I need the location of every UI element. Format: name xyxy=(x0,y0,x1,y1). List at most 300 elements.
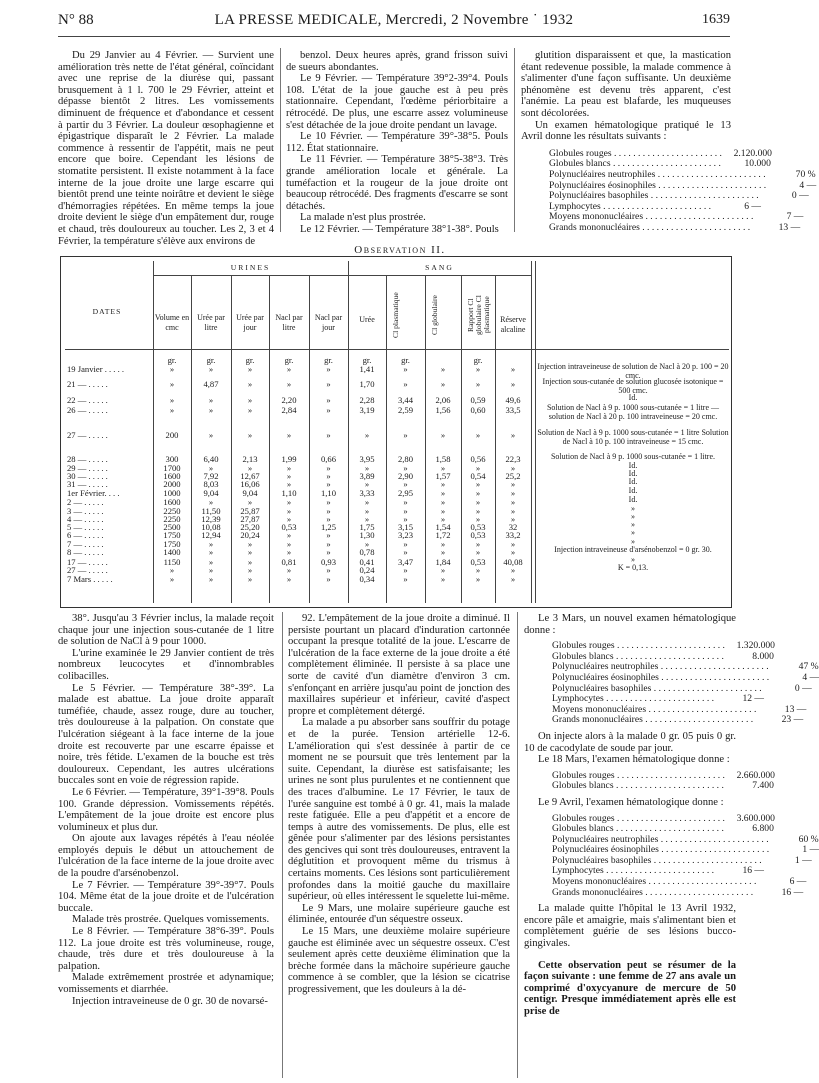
table-cell: 16,06 xyxy=(240,479,260,489)
lab-value: 7.400 xyxy=(752,780,774,792)
table-cell: » xyxy=(510,479,516,489)
paragraph: Un examen hématologique pratiqué le 13 Avril donne les résultats suivants : xyxy=(521,119,731,143)
table-row-remark: » xyxy=(631,537,635,546)
table-cell: » xyxy=(440,488,446,498)
table-cell: 0,54 xyxy=(470,471,486,481)
paragraph: benzol. Deux heures après, grand frisson suivi de sueurs abondantes. xyxy=(286,50,508,73)
table-cell: 1600 xyxy=(163,497,181,507)
table-cell: 20,24 xyxy=(240,530,260,540)
table-cell: » xyxy=(286,497,292,507)
table-cell: » xyxy=(475,430,481,440)
table-cell: » xyxy=(247,574,253,584)
table-cell: 2000 xyxy=(163,479,181,489)
hematology-results-3 xyxy=(524,769,775,792)
table-row-remark: Id. xyxy=(628,461,638,470)
table-cell: » xyxy=(364,430,370,440)
table-cell: » xyxy=(403,430,408,440)
table-cell: » xyxy=(208,430,214,440)
paragraph: Le 7 Février. — Température 39°-39°7. Pouls 104. Même état de la joue droite et de l'ulcération buccale. xyxy=(58,879,274,914)
table-cell: » xyxy=(247,395,253,405)
table-cell: » xyxy=(169,574,175,584)
lab-name: Lymphocytes . . . . . . . . . . . . . . . . . . . . . . . xyxy=(552,693,715,705)
column-divider xyxy=(280,48,281,232)
table-cell: » xyxy=(475,488,481,498)
table-cell: 0,34 xyxy=(359,574,375,584)
lab-value: 16 — xyxy=(742,865,765,877)
table-cell: 4,87 xyxy=(203,379,219,389)
table-cell: » xyxy=(403,364,408,374)
table-cell: » xyxy=(247,463,253,473)
table-row-date: 1er Février. . . . xyxy=(67,488,120,498)
lab-name: Globules rouges . . . . . . . . . . . . . . . . . . . . . . . xyxy=(552,812,725,824)
paragraph: Le 10 Février. — Température 39°-38°5. Pouls 112. État stationnaire. xyxy=(286,131,508,154)
lab-value: 70 % xyxy=(795,168,816,180)
top-column-2 xyxy=(286,50,508,235)
table-cell: » xyxy=(475,463,481,473)
paragraph: Du 29 Janvier au 4 Février. — Survient une amélioration très nette de l'état général, coïncidant avec une reprise de la diurèse qui, passant brusquement à 1 l. 700 le 29 Février, atteint et dépasse bientôt 2 litres. Les vomissements diminuent de fréquence et d'abondance et cessent à partir du 3 Février. La douleur œsophagienne et épigastrique disparaît le 2 Février. La malade commence à ressentir de l'appétit, mais ne peut encore que boire. Cependant les lésions de stomatite persistent. Il existe notamment à la face interne de la joue droite une large escarre qui bientôt prend une teinte noirâtre et devient le siège d'hémorragies répétées. En même temps la joue droite devient le siège d'un empâtement dur, rouge et chaud, très douloureux au toucher. Les 2, 3 et 4 Février, la température s'élève aux environs de xyxy=(58,50,274,247)
table-cell: » xyxy=(247,405,253,415)
table-cell: 2250 xyxy=(163,514,181,524)
table-cell: » xyxy=(510,488,516,498)
table-cell: » xyxy=(326,471,331,481)
lab-name: Moyens mononucléaires . . . . . . . . . . . . . . . . . . . . . . . xyxy=(549,211,754,223)
table-cell: 25,20 xyxy=(240,522,260,532)
lab-value: 0 — xyxy=(794,682,812,694)
paragraph: 38°. Jusqu'au 3 Février inclus, la malade reçoit chaque jour une injection sous-cutanée de 1 litre de solution de NaCl à 9 pour 1000. xyxy=(58,613,274,648)
table-cell: 8,03 xyxy=(203,479,219,489)
table-cell: » xyxy=(169,379,175,389)
table-cell: 0,53 xyxy=(281,522,297,532)
paragraph: Malade extrêmement prostrée et adynamique; vomissements et diarrhée. xyxy=(58,972,274,995)
table-row-date: 31 — . . . . . xyxy=(67,479,108,489)
paragraph: Injection intraveineuse de 0 gr. 30 de novarsé- xyxy=(72,995,268,1007)
table-cell: 49,6 xyxy=(505,395,521,405)
table-row-remark: Id. xyxy=(628,477,638,486)
lab-name: Globules blancs . . . . . . . . . . . . . . . . . . . . . . . xyxy=(552,650,724,662)
table-cell: » xyxy=(510,364,516,374)
table-cell: 11,50 xyxy=(201,506,221,516)
lab-value: 0 — xyxy=(791,190,809,202)
urine-column-header: Nacl par litre xyxy=(275,313,303,332)
bottom-column-2 xyxy=(288,613,510,1083)
paragraph: Le 8 Février. — Température 38°6-39°. Pouls 112. La joue droite est très volumineuse, rouge, chaude, très dure et très douloureuse à la palpation. xyxy=(58,926,274,972)
lab-name: Globules rouges . . . . . . . . . . . . . . . . . . . . . . . xyxy=(552,769,725,781)
table-cell: 0,24 xyxy=(359,565,375,575)
table-cell: » xyxy=(286,479,292,489)
lab-name: Globules blancs . . . . . . . . . . . . . . . . . . . . . . . xyxy=(552,780,724,792)
table-row-remark: Injection intraveineuse de solution de Nacl à 20 p. 100 = 20 cmc. xyxy=(537,362,729,380)
table-cell: » xyxy=(286,565,292,575)
table-cell: 0,53 xyxy=(470,522,486,532)
table-cell: 1,58 xyxy=(435,454,451,464)
table-row-date: 28 — . . . . . xyxy=(67,454,108,464)
paragraph: Le 12 Février. — Température 38°1-38°. Pouls xyxy=(300,223,499,235)
table-cell: 1,10 xyxy=(320,488,337,498)
lab-name: Polynucléaires éosinophiles . . . . . . . . . . . . . . . . . . . . . . . xyxy=(552,671,770,683)
table-cell: 1750 xyxy=(163,539,181,549)
table-cell: 0,56 xyxy=(470,454,486,464)
table-cell: » xyxy=(475,364,481,374)
unit-label: gr. xyxy=(362,355,372,365)
table-cell: » xyxy=(208,565,214,575)
lab-value: 10.000 xyxy=(744,158,771,170)
table-cell: » xyxy=(326,364,331,374)
table-cell: 0,81 xyxy=(281,557,297,567)
table-cell: 33,5 xyxy=(505,405,521,415)
table-cell: » xyxy=(286,547,292,557)
lab-row xyxy=(524,671,819,684)
table-row-date: 2 — . . . . . xyxy=(67,497,104,507)
table-cell: » xyxy=(440,497,446,507)
lab-value: 7 — xyxy=(786,211,804,223)
table-cell: » xyxy=(326,539,331,549)
top-column-3 xyxy=(521,50,817,233)
table-row-remark: » xyxy=(631,512,635,521)
table-row-date: 29 — . . . . . xyxy=(67,463,108,473)
table-cell: 2,95 xyxy=(397,488,414,498)
table-cell: » xyxy=(510,547,516,557)
table-cell: 1,72 xyxy=(435,530,451,540)
table-row-date: 21 — . . . . . xyxy=(67,379,108,389)
table-row-date: 26 — . . . . . xyxy=(67,405,108,415)
table-cell: » xyxy=(286,530,292,540)
bottom-column-3 xyxy=(524,613,819,1083)
table-cell: » xyxy=(326,574,331,584)
lab-value: 2.120.000 xyxy=(733,147,772,159)
urines-header: URINES xyxy=(230,263,271,272)
table-row-date: 27 — . . . . . xyxy=(67,430,108,440)
table-cell: 200 xyxy=(165,430,179,440)
table-cell: » xyxy=(208,395,214,405)
lab-name: Polynucléaires basophiles . . . . . . . . . . . . . . . . . . . . . . . xyxy=(552,682,762,694)
observation-table xyxy=(60,256,732,608)
table-row-remark: Id. xyxy=(628,495,638,504)
table-row-remark: Injection intraveineuse d'arsénobenzol = 0 gr. 30. xyxy=(554,545,712,554)
observation-title: Observation II. xyxy=(354,244,446,256)
table-cell: 1,10 xyxy=(281,488,297,498)
table-cell: 9,04 xyxy=(242,488,258,498)
table-cell: 1,84 xyxy=(435,557,451,567)
table-vertical-rule xyxy=(535,261,536,603)
table-cell: » xyxy=(208,557,214,567)
table-header-rule xyxy=(65,349,729,350)
lab-value: 6 — xyxy=(789,876,807,888)
table-cell: » xyxy=(440,364,446,374)
lab-row xyxy=(521,168,816,181)
paragraph: Le 5 Février. — Température 38°-39°. La malade est abattue. La joue droite apparaît tuméfiée, chaude, assez rouge, dure au toucher, très douloureuse à la palpation. On constate que l'ulcération siégeant à la face interne de la joue droite est recouverte par une escarre épaisse et noire, très fétide. L'examen de la bouche est très douloureux. Cependant, les autres ulcérations buccales sont en voie de régression rapide. xyxy=(58,682,274,787)
hematology-results-2 xyxy=(524,640,819,726)
page-header xyxy=(58,12,730,32)
paragraph: 92. L'empâtement de la joue droite a diminué. Il persiste pourtant un placard d'induration cartonnée occupant la presque totalité de la joue. L'escarre de l'ulcération de la face externe de la joue droite a été complètement éliminée. Il persiste à sa place une sorte de cavité d'un diamètre d'environ 3 cm. s'enfonçant en arrière jusqu'au point de jonction des maxillaires supérieur et inférieur, cavité d'aspect propre et complètement détergé. xyxy=(288,613,510,717)
table-cell: » xyxy=(247,557,253,567)
table-cell: » xyxy=(169,405,175,415)
paragraph: On ajoute aux lavages répétés à l'eau néolée employés depuis le début un attouchement de l'ulcération de la face interne de la joue droite avec de la poudre d'arsénobenzol. xyxy=(58,833,274,880)
blood-column-header: Cl globulaire xyxy=(430,295,439,335)
lab-value: 13 — xyxy=(778,221,801,233)
paragraph: On injecte alors à la malade 0 gr. 05 puis 0 gr. 10 de cacodylate de soude par jour. xyxy=(524,730,736,754)
table-cell: » xyxy=(364,506,370,516)
table-cell: » xyxy=(475,565,481,575)
table-row-date: 27 — . . . . . xyxy=(67,565,108,575)
table-cell: » xyxy=(286,471,292,481)
lab-name: Globules rouges . . . . . . . . . . . . . . . . . . . . . . . xyxy=(552,640,725,652)
paragraph: Le 18 Mars, l'examen hématologique donne : xyxy=(538,754,730,766)
table-cell: 12,94 xyxy=(201,530,221,540)
table-cell: » xyxy=(403,574,408,584)
unit-label: gr. xyxy=(284,355,294,365)
table-cell: 1,75 xyxy=(359,522,375,532)
paragraph: Le 6 Février. — Température, 39°1-39°8. Pouls 100. Grande dépression. Vomissements répétés. L'empâtement de la joue droite est encore plus volumineux et plus dur. xyxy=(58,786,274,833)
table-cell: » xyxy=(364,463,370,473)
table-cell: 25,2 xyxy=(505,471,521,481)
lab-value: 4 — xyxy=(799,179,817,191)
lab-value: 1.320.000 xyxy=(736,640,775,652)
hematology-results-4 xyxy=(524,812,819,899)
table-row-date: 7 Mars . . . . . xyxy=(67,574,113,584)
paragraph: Le 9 Avril, l'examen hématologique donne : xyxy=(538,796,724,808)
table-cell: » xyxy=(510,565,516,575)
paragraph: La malade quitte l'hôpital le 13 Avril 1932, encore pâle et amaigrie, mais s'alimentant bien et complètement guérie de ses lésions bucco-gingivales. xyxy=(524,903,736,950)
table-cell: » xyxy=(208,497,214,507)
table-cell: » xyxy=(208,574,214,584)
table-cell: 7,92 xyxy=(203,471,219,481)
table-cell: 3,33 xyxy=(359,488,375,498)
table-cell: » xyxy=(286,574,292,584)
table-cell: » xyxy=(510,574,516,584)
table-row-remark: Id. xyxy=(628,469,638,478)
table-cell: 6,40 xyxy=(203,454,219,464)
table-cell: » xyxy=(440,506,446,516)
top-column-1 xyxy=(58,50,274,247)
table-cell: 40,08 xyxy=(503,557,523,567)
lab-name: Globules blancs . . . . . . . . . . . . . . . . . . . . . . . xyxy=(549,158,721,170)
table-cell: 3,89 xyxy=(359,471,375,481)
table-cell: » xyxy=(286,463,292,473)
lab-value: 1 — xyxy=(802,844,819,856)
table-row-remark: Id. xyxy=(628,393,638,402)
table-cell: 1,25 xyxy=(320,522,337,532)
table-cell: » xyxy=(475,479,481,489)
lab-name: Polynucléaires neutrophiles . . . . . . . . . . . . . . . . . . . . . . . xyxy=(552,833,769,845)
unit-label: gr. xyxy=(206,355,216,365)
paragraph: Malade très prostrée. Quelques vomissements. xyxy=(72,914,270,926)
table-cell: 1,41 xyxy=(359,364,375,374)
table-cell: » xyxy=(475,539,481,549)
table-cell: » xyxy=(326,395,331,405)
table-cell: 9,04 xyxy=(203,488,219,498)
table-cell: 3,47 xyxy=(397,557,414,567)
blood-column-header: Urée xyxy=(359,315,375,324)
table-cell: » xyxy=(403,463,408,473)
table-cell: 3,23 xyxy=(397,530,414,540)
table-row-date: 7 — . . . . . xyxy=(67,539,104,549)
table-cell: 2,06 xyxy=(435,395,451,405)
table-cell: » xyxy=(364,539,370,549)
table-cell: » xyxy=(326,514,331,524)
table-cell: » xyxy=(169,395,175,405)
table-cell: » xyxy=(440,547,446,557)
table-cell: 12,39 xyxy=(201,514,221,524)
paragraph: La malade a pu absorber sans souffrir du potage et de la purée. Tension artérielle 12-6. L'amélioration qui s'est dessinée à partir de ce moment ne se poursuit que très lentement par la suite. Cependant, la diurèse est satisfaisante; les urines ne sont plus purulentes et ne contiennent que des traces d'albumine. Le 17 Février, le taux de l'urée sanguine est tombé à 0 gr. 41, mais la malade reste fatiguée. Elle a peu d'appétit et a encore de temps à autre des vomissements. De plus, elle est gênée pour s'alimenter par des lésions persistantes des gencives qui sont très douloureuses, entravent la déglutition et provoquent même du trismus à certains moments. Ces lésions sont particulièrement profondes dans la moitié gauche du maxillaire supérieur, où elles intéressent le squelette lui-même. xyxy=(288,717,510,903)
table-cell: » xyxy=(326,379,331,389)
table-row-date: 30 — . . . . . xyxy=(67,471,108,481)
lab-name: Moyens mononucléaires . . . . . . . . . . . . . . . . . . . . . . . xyxy=(552,703,757,715)
table-cell: 0,53 xyxy=(470,530,486,540)
table-cell: » xyxy=(403,379,408,389)
table-cell: 1600 xyxy=(163,471,181,481)
table-row-date: 17 — . . . . . xyxy=(67,557,108,567)
table-cell: » xyxy=(475,506,481,516)
table-cell: 1,70 xyxy=(359,379,375,389)
lab-value: 13 — xyxy=(784,703,807,715)
lab-name: Lymphocytes . . . . . . . . . . . . . . . . . . . . . . . xyxy=(552,865,715,877)
table-cell: » xyxy=(326,547,331,557)
table-cell: 0,59 xyxy=(470,395,486,405)
table-cell: » xyxy=(440,479,446,489)
table-cell: » xyxy=(510,514,516,524)
table-cell: » xyxy=(364,497,370,507)
column-divider xyxy=(282,612,283,1078)
unit-label: gr. xyxy=(473,355,483,365)
table-row-date: 22 — . . . . . xyxy=(67,395,108,405)
column-divider xyxy=(517,612,518,1078)
table-cell: » xyxy=(286,430,292,440)
table-cell: » xyxy=(403,479,408,489)
table-cell: 1,30 xyxy=(359,530,375,540)
lab-name: Polynucléaires basophiles . . . . . . . . . . . . . . . . . . . . . . . xyxy=(552,854,762,866)
table-cell: 0,78 xyxy=(359,547,375,557)
lab-name: Moyens mononucléaires . . . . . . . . . . . . . . . . . . . . . . . xyxy=(552,876,757,888)
table-cell: » xyxy=(510,430,516,440)
sang-header: SANG xyxy=(425,263,454,272)
table-cell: 1700 xyxy=(163,463,181,473)
journal-title: LA PRESSE MEDICALE, Mercredi, 2 Novembre ˙ 1932 xyxy=(214,12,574,28)
table-cell: 2,84 xyxy=(281,405,297,415)
table-header-rule xyxy=(153,275,531,276)
paragraph: Le 3 Mars, un nouvel examen hématologique donne : xyxy=(524,613,736,636)
table-cell: 0,41 xyxy=(359,557,375,567)
table-cell: » xyxy=(247,379,253,389)
table-cell: 32 xyxy=(508,522,518,532)
table-cell: » xyxy=(247,430,253,440)
table-cell: 1,56 xyxy=(435,405,451,415)
table-cell: » xyxy=(440,430,446,440)
table-cell: » xyxy=(326,530,331,540)
paragraph: Le 15 Mars, une deuxième molaire supérieure gauche est éliminée avec un séquestre osseux. C'est seulement après cette deuxième élimination que la brèche formée dans la mâchoire supérieure gauche commence à se combler, que la lésion se cicatrise progressivement, que les douleurs à la dé- xyxy=(288,926,510,995)
blood-column-header: Réserve alcaline xyxy=(500,315,526,334)
header-rule xyxy=(58,36,730,37)
summary-paragraph: Cette observation peut se résumer de la façon suivante : une femme de 27 ans avale un comprimé d'oxycyanure de mercure de 50 centigr. Presque immédiatement après elle est prise de xyxy=(524,959,736,1017)
table-cell: » xyxy=(247,547,253,557)
unit-label: gr. xyxy=(245,355,255,365)
urine-column-header: Urée par jour xyxy=(236,313,264,332)
table-row-remark: » xyxy=(631,520,635,529)
lab-value: 1 — xyxy=(794,854,812,866)
table-row-date: 4 — . . . . . xyxy=(67,514,104,524)
table-cell: 0,53 xyxy=(470,557,486,567)
table-cell: » xyxy=(440,539,446,549)
table-row-date: 3 — . . . . . xyxy=(67,506,104,516)
table-cell: 2,13 xyxy=(242,454,258,464)
table-cell: » xyxy=(208,364,214,374)
table-cell: 1150 xyxy=(163,557,181,567)
table-cell: » xyxy=(403,539,408,549)
unit-label: gr. xyxy=(167,355,177,365)
paragraph: La malade n'est plus prostrée. xyxy=(300,212,426,224)
lab-value: 6 — xyxy=(744,200,762,212)
table-cell: 1,57 xyxy=(435,471,451,481)
table-row-remark: » xyxy=(631,555,635,564)
table-cell: » xyxy=(510,506,516,516)
lab-name: Grands mononucléaires . . . . . . . . . . . . . . . . . . . . . . . xyxy=(552,886,754,898)
table-cell: » xyxy=(403,506,408,516)
lab-name: Polynucléaires éosinophiles . . . . . . . . . . . . . . . . . . . . . . . xyxy=(552,844,770,856)
table-cell: » xyxy=(169,364,175,374)
hematology-results-1 xyxy=(521,147,817,234)
lab-name: Polynucléaires basophiles . . . . . . . . . . . . . . . . . . . . . . . xyxy=(549,190,759,202)
table-cell: 3,44 xyxy=(397,395,414,405)
table-cell: » xyxy=(326,506,331,516)
table-row-date: 19 Janvier . . . . . xyxy=(67,364,125,374)
lab-name: Polynucléaires neutrophiles . . . . . . . . . . . . . . . . . . . . . . . xyxy=(549,168,766,180)
table-cell: 1000 xyxy=(163,488,181,498)
table-row-date: 5 — . . . . . xyxy=(67,522,104,532)
table-cell: » xyxy=(440,379,446,389)
urine-column-header: Nacl par jour xyxy=(314,313,343,332)
table-row-date: 8 — . . . . . xyxy=(67,547,104,557)
lab-name: Grands mononucléaires . . . . . . . . . . . . . . . . . . . . . . . xyxy=(549,221,751,233)
table-cell: » xyxy=(208,547,214,557)
urine-column-header: Urée par litre xyxy=(197,313,225,332)
unit-label: gr. xyxy=(401,355,410,365)
table-row-remark: K = 0,13. xyxy=(617,563,649,572)
table-cell: » xyxy=(510,539,516,549)
blood-column-header: Cl plasmatique xyxy=(391,292,400,338)
table-cell: » xyxy=(208,405,214,415)
table-cell: 1,99 xyxy=(281,454,297,464)
lab-value: 4 — xyxy=(802,671,819,683)
table-cell: » xyxy=(475,379,481,389)
urine-column-header: Volume en cmc xyxy=(154,313,190,332)
table-cell: 0,66 xyxy=(320,454,337,464)
blood-column-header: Rapport Cl globulaire Cl plasmatique xyxy=(466,295,491,335)
table-cell: » xyxy=(326,463,331,473)
table-cell: 2,59 xyxy=(397,405,414,415)
lab-value: 8.000 xyxy=(752,650,774,662)
lab-value: 23 — xyxy=(781,714,804,726)
lab-value: 3.600.000 xyxy=(736,812,775,824)
table-cell: » xyxy=(326,405,331,415)
table-cell: 2500 xyxy=(163,522,181,532)
table-cell: » xyxy=(475,574,481,584)
table-cell: » xyxy=(286,364,292,374)
table-cell: » xyxy=(286,514,292,524)
table-cell: 25,87 xyxy=(240,506,260,516)
lab-name: Polynucléaires éosinophiles . . . . . . . . . . . . . . . . . . . . . . . xyxy=(549,179,767,191)
table-cell: » xyxy=(326,479,331,489)
table-cell: 27,87 xyxy=(240,514,260,524)
table-cell: 0,60 xyxy=(470,405,486,415)
paragraph: Le 9 Mars, une molaire supérieure gauche est éliminée, entourée d'un séquestre osseux. xyxy=(288,902,510,926)
table-cell: » xyxy=(475,547,481,557)
lab-row xyxy=(524,886,804,899)
paragraph: Le 11 Février. — Température 38°5-38°3. Très grande amélioration locale et générale. La tuméfaction et la rougeur de la joue droite ont beaucoup rétrocédé. Des fragments d'escarre se sont détachés. xyxy=(286,154,508,212)
table-cell: 22,3 xyxy=(505,454,521,464)
table-cell: 3,19 xyxy=(359,405,375,415)
lab-name: Polynucléaires neutrophiles . . . . . . . . . . . . . . . . . . . . . . . xyxy=(552,661,769,673)
table-cell: 3,95 xyxy=(359,454,375,464)
table-cell: 1,54 xyxy=(435,522,451,532)
